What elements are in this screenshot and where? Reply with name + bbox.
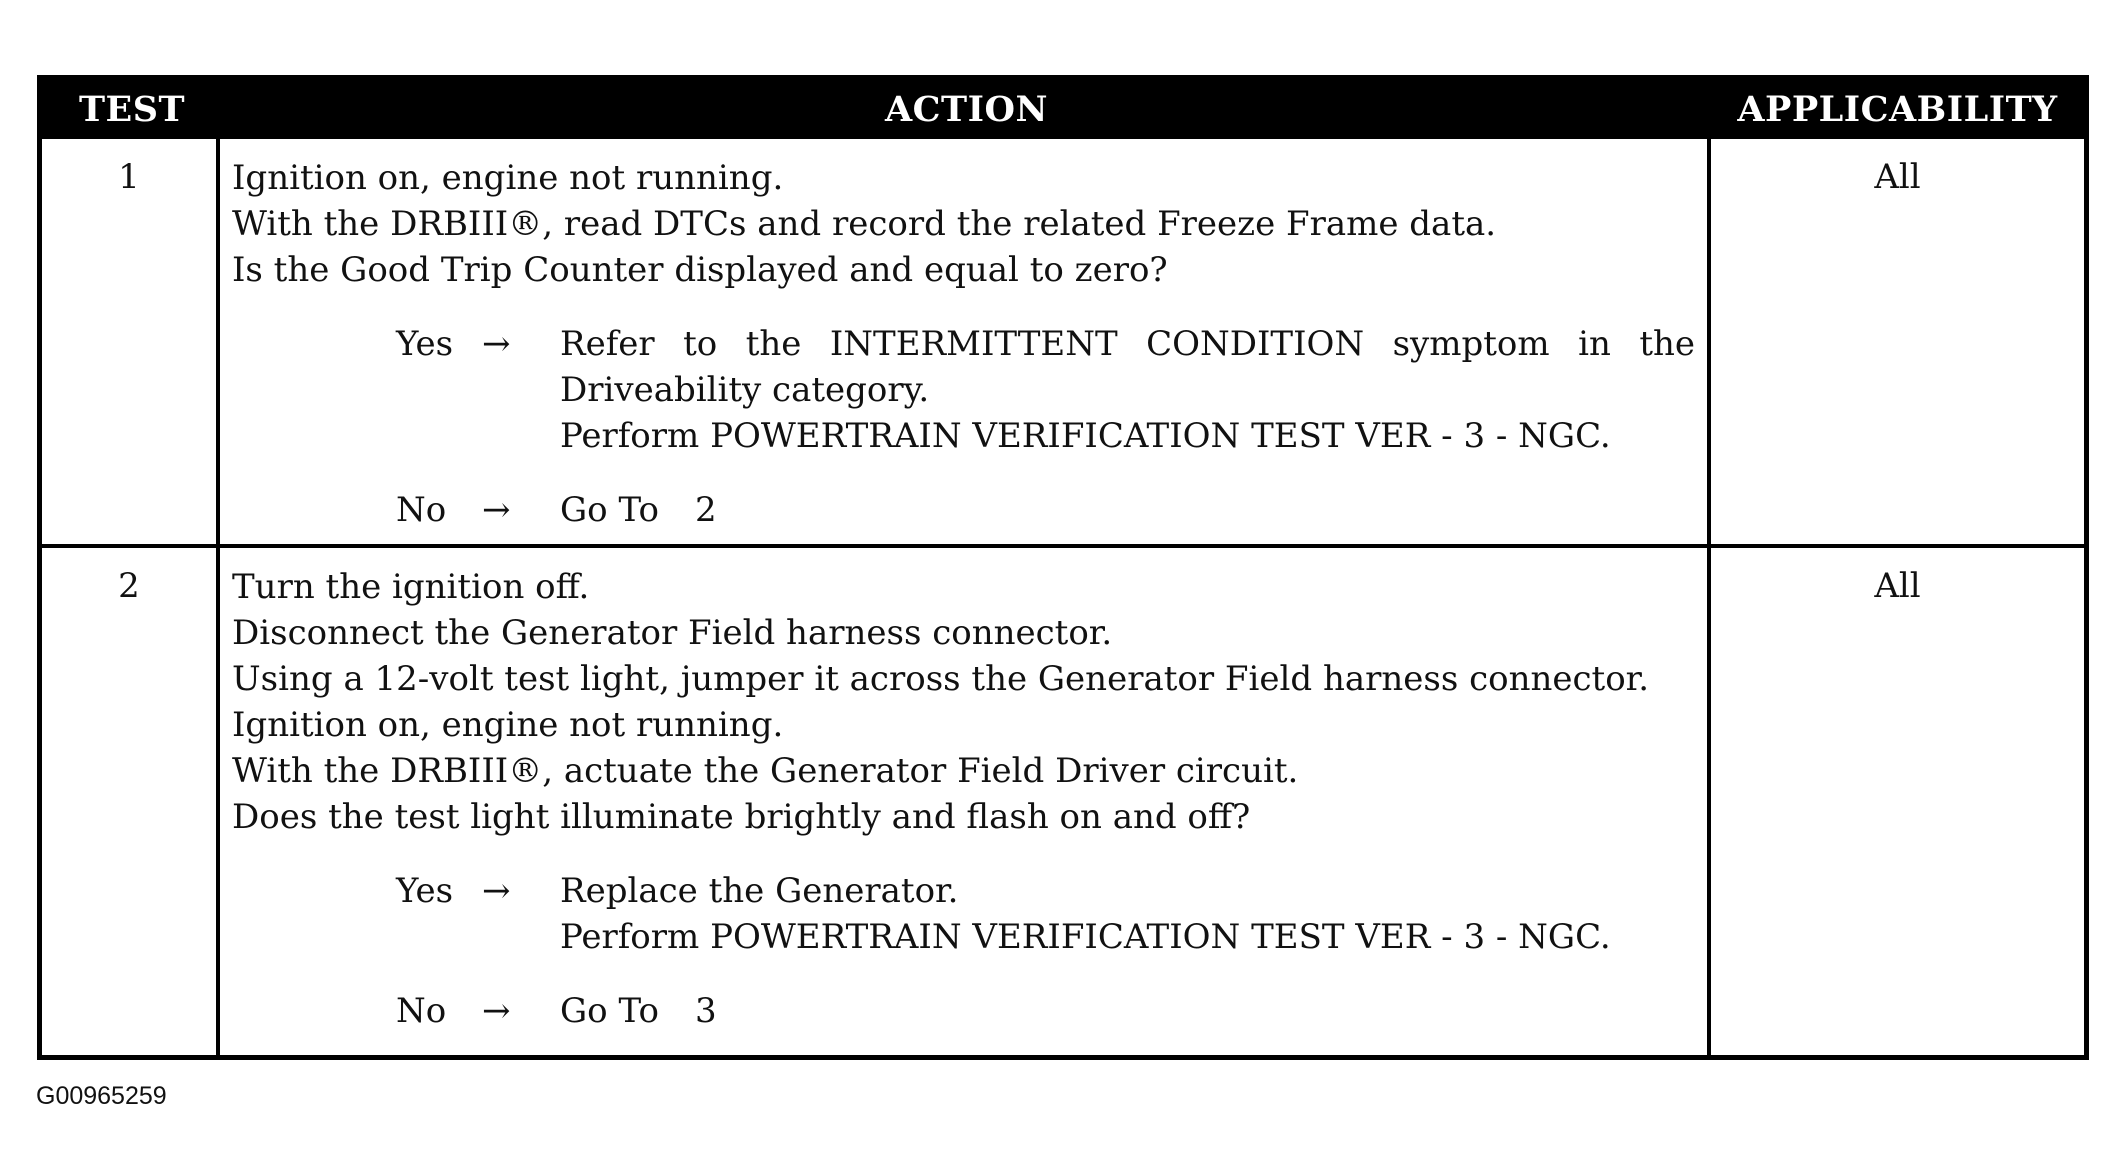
action-steps	[232, 155, 1695, 293]
action-step: Using a 12-volt test light, jumper it across the Generator Field harness connector.	[232, 659, 1650, 699]
action-step: Is the Good Trip Counter displayed and equal to zero?	[232, 250, 1168, 290]
arrow-icon: →	[482, 490, 511, 530]
no-outcome	[396, 988, 1695, 1034]
applicability-value: All	[1874, 566, 1921, 606]
action-cell	[220, 548, 1711, 1055]
yes-outcome	[396, 868, 1695, 960]
no-label: No	[396, 490, 447, 530]
arrow-icon: →	[482, 991, 511, 1031]
figure-code: G00965259	[36, 1082, 167, 1110]
goto-label: Go To	[560, 991, 659, 1031]
action-step: With the DRBIII®, read DTCs and record the related Freeze Frame data.	[232, 204, 1497, 244]
action-step: Turn the ignition off.	[232, 567, 590, 607]
action-step: Disconnect the Generator Field harness connector.	[232, 613, 1113, 653]
yes-line: Refer to the INTERMITTENT CONDITION symptom in the	[560, 324, 1695, 364]
yes-label: Yes	[396, 871, 454, 911]
goto-target: 2	[694, 490, 717, 530]
arrow-icon: →	[482, 871, 511, 911]
goto-instruction	[560, 988, 1695, 1034]
arrow-icon: →	[482, 324, 511, 364]
header-action: ACTION	[885, 89, 1048, 130]
test-number: 1	[42, 139, 220, 544]
table-header	[42, 80, 2084, 139]
yes-line: Driveability category.	[560, 370, 930, 410]
yes-line: Perform POWERTRAIN VERIFICATION TEST VER - 3 - NGC.	[560, 416, 1611, 456]
goto-instruction	[560, 487, 1695, 533]
table-row	[42, 139, 2084, 544]
action-cell	[220, 139, 1711, 544]
action-steps	[232, 564, 1695, 840]
action-step: Ignition on, engine not running.	[232, 705, 784, 745]
header-test: TEST	[78, 89, 186, 130]
yes-instructions	[560, 868, 1695, 960]
applicability-value: All	[1874, 157, 1921, 197]
yes-line: Perform POWERTRAIN VERIFICATION TEST VER - 3 - NGC.	[560, 917, 1611, 957]
yes-outcome	[396, 321, 1695, 459]
goto-target: 3	[694, 991, 717, 1031]
header-applicability: APPLICABILITY	[1737, 89, 2058, 130]
action-step: Does the test light illuminate brightly and flash on and off?	[232, 797, 1251, 837]
action-step: Ignition on, engine not running.	[232, 158, 784, 198]
goto-label: Go To	[560, 490, 659, 530]
yes-instructions	[560, 321, 1695, 459]
no-label: No	[396, 991, 447, 1031]
table-row	[42, 544, 2084, 1055]
test-number: 2	[42, 548, 220, 1055]
diagnostic-test-table	[37, 75, 2089, 1060]
yes-label: Yes	[396, 324, 454, 364]
action-step: With the DRBIII®, actuate the Generator Field Driver circuit.	[232, 751, 1299, 791]
yes-line: Replace the Generator.	[560, 871, 959, 911]
no-outcome	[396, 487, 1695, 533]
